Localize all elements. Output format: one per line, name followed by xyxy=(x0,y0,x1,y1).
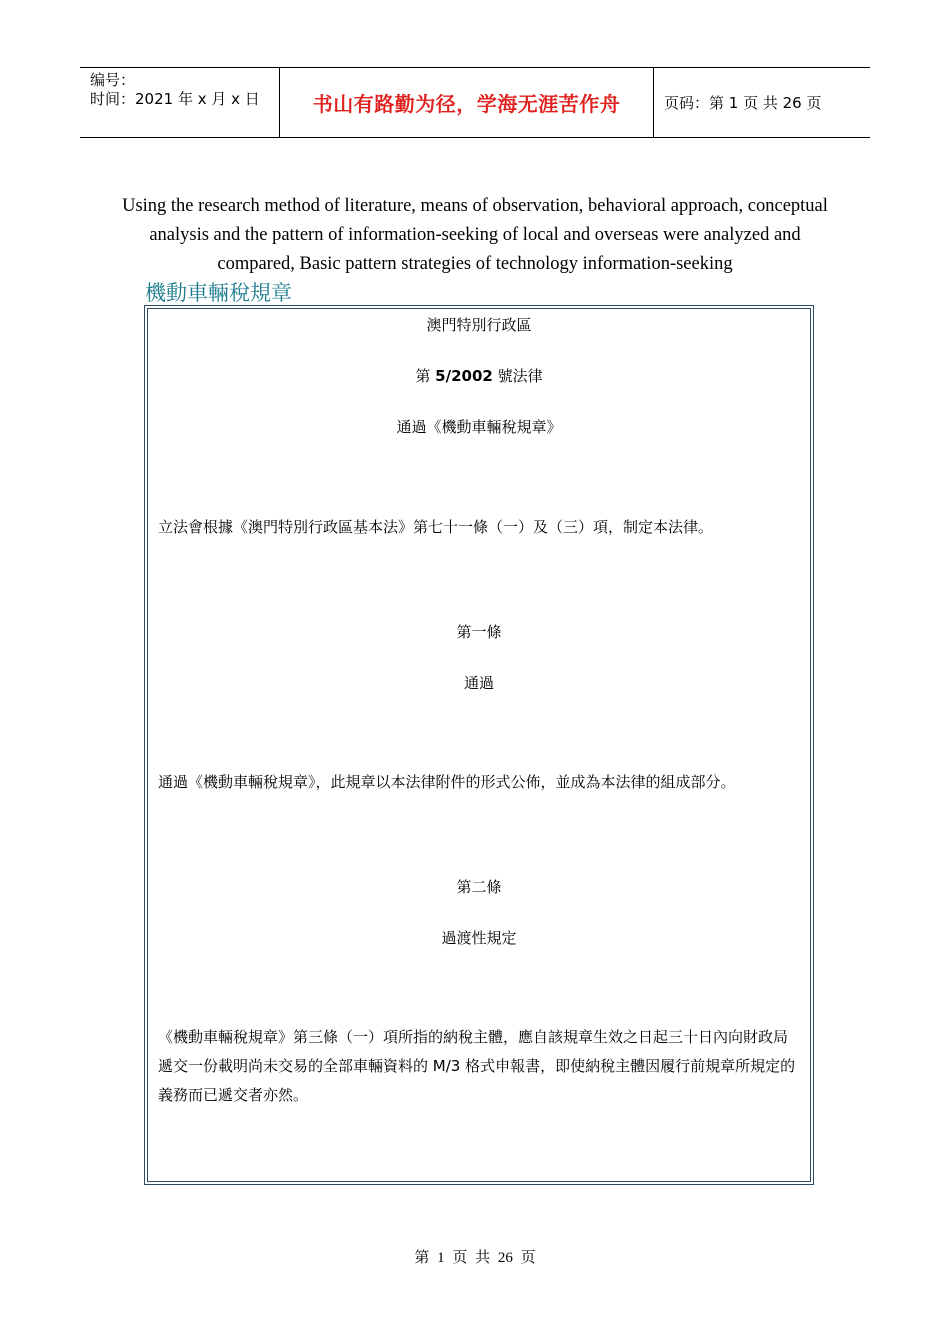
header-page-info: 页码：第 1 页 共 26 页 xyxy=(664,94,822,112)
article-2-heading: 第二條 xyxy=(456,878,502,896)
article-2-body: 《機動車輛稅規章》第三條（一）項所指的納稅主體，應自該規章生效之日起三十日內向財政局遞交一份載明尚未交易的全部車輛資料的 M/3 格式申報書，即使納稅主體因履行前規章所規定的義務而已遞交者亦然。 xyxy=(158,1028,796,1104)
header-meta xyxy=(80,68,280,137)
header-motto: 书山有路勤为径，学海无涯苦作舟 xyxy=(280,68,654,137)
page-footer: 第 1 页 共 26 页 xyxy=(414,1250,536,1266)
law-number-line xyxy=(148,365,810,386)
document-heading: 機動車輛稅規章 xyxy=(145,281,292,305)
law-suffix: 號法律 xyxy=(492,367,543,385)
preamble: 立法會根據《澳門特別行政區基本法》第七十一條（一）及（三）項，制定本法律。 xyxy=(158,518,714,536)
article-1-heading: 第一條 xyxy=(456,623,502,641)
law-number: 5/2002 xyxy=(435,367,493,385)
region-title: 澳門特別行政區 xyxy=(426,316,532,334)
article-2-title: 過渡性規定 xyxy=(441,929,517,947)
law-text-frame xyxy=(144,305,814,1185)
intro-paragraph: Using the research method of literature, means of observation, behavioral approach, conceptual analysis and the pattern of information-seeking of local and overseas were analyzed and compared, Basic pattern strategies of technology information-seeking xyxy=(122,196,828,274)
law-prefix: 第 xyxy=(415,367,436,385)
law-text-frame-inner xyxy=(147,308,811,1182)
article-1-title: 通過 xyxy=(463,674,494,692)
number-label: 编号： xyxy=(90,71,136,89)
article-1-body: 通過《機動車輛稅規章》，此規章以本法律附件的形式公佈，並成為本法律的組成部分。 xyxy=(158,773,736,791)
date-line: 时间：2021 年 x 月 x 日 xyxy=(90,90,260,108)
page-header xyxy=(80,67,870,138)
law-title: 通過《機動車輛稅規章》 xyxy=(396,418,562,436)
